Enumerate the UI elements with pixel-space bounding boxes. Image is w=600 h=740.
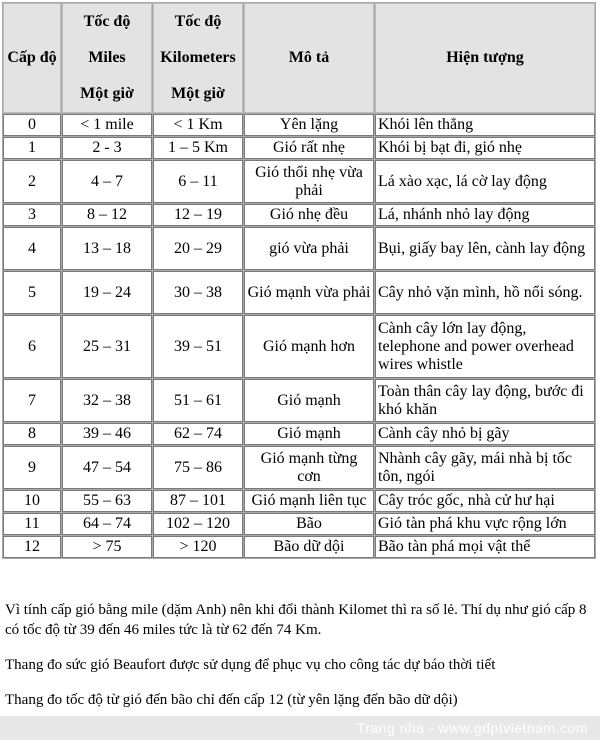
header-miles-line2: Miles xyxy=(88,49,126,66)
beaufort-table xyxy=(2,2,596,559)
cell-miles: 64 – 74 xyxy=(62,513,152,535)
table-row xyxy=(3,513,595,535)
cell-level: 3 xyxy=(3,204,61,226)
table-row xyxy=(3,379,595,422)
cell-phenomenon: Bụi, giấy bay lên, cành lay động xyxy=(375,227,595,270)
table-row xyxy=(3,536,595,558)
header-phenomenon: Hiện tượng xyxy=(375,3,595,113)
cell-km: 75 – 86 xyxy=(153,446,243,489)
cell-description: gió vừa phải xyxy=(244,227,374,270)
cell-miles: 8 – 12 xyxy=(62,204,152,226)
cell-description: Gió mạnh xyxy=(244,423,374,445)
cell-miles: > 75 xyxy=(62,536,152,558)
header-km-line2: Kilometers xyxy=(160,49,236,66)
watermark: Trang nha - www.gdptvietnam.com xyxy=(356,720,588,736)
cell-phenomenon: Cành cây nhỏ bị gãy xyxy=(375,423,595,445)
cell-km: 39 – 51 xyxy=(153,315,243,378)
note-beaufort-usage: Thang đo sức gió Beaufort được sử dụng để phục vụ cho công tác dự báo thời tiết xyxy=(5,657,496,673)
cell-km: 6 – 11 xyxy=(153,160,243,203)
cell-level: 11 xyxy=(3,513,61,535)
cell-description: Gió mạnh liên tục xyxy=(244,490,374,512)
header-miles-line1: Tốc độ xyxy=(83,13,131,30)
cell-level: 9 xyxy=(3,446,61,489)
cell-phenomenon: Nhành cây gãy, mái nhà bị tốc tôn, ngói xyxy=(375,446,595,489)
note-scale-range: Thang đo tốc độ từ gió đến bão chỉ đến cấp 12 (từ yên lặng đến bão dữ dội) xyxy=(5,692,458,708)
cell-description: Yên lặng xyxy=(244,114,374,136)
cell-level: 6 xyxy=(3,315,61,378)
cell-level: 5 xyxy=(3,271,61,314)
cell-phenomenon: Lá, nhánh nhỏ lay động xyxy=(375,204,595,226)
table-row xyxy=(3,114,595,136)
cell-description: Gió thổi nhẹ vừa phải xyxy=(244,160,374,203)
header-km-line1: Tốc độ xyxy=(174,13,222,30)
cell-miles: 55 – 63 xyxy=(62,490,152,512)
cell-miles: 13 – 18 xyxy=(62,227,152,270)
cell-level: 7 xyxy=(3,379,61,422)
cell-phenomenon: Bão tàn phá mọi vật thể xyxy=(375,536,595,558)
note-conversion: Vì tính cấp gió bằng mile (dặm Anh) nên khi đổi thành Kilomet thì ra số lẻ. Thí dụ như gió cấp 8 có tốc độ từ 39 đến 46 miles tức là từ 62 đến 74 Km. xyxy=(5,602,587,638)
cell-level: 8 xyxy=(3,423,61,445)
cell-level: 0 xyxy=(3,114,61,136)
cell-km: 62 – 74 xyxy=(153,423,243,445)
cell-description: Bão dữ dội xyxy=(244,536,374,558)
cell-description: Gió mạnh hơn xyxy=(244,315,374,378)
cell-km: 20 – 29 xyxy=(153,227,243,270)
cell-miles: 47 – 54 xyxy=(62,446,152,489)
cell-km: 12 – 19 xyxy=(153,204,243,226)
cell-km: < 1 Km xyxy=(153,114,243,136)
cell-description: Bão xyxy=(244,513,374,535)
header-miles-line3: Một giờ xyxy=(80,85,134,102)
cell-phenomenon: Toàn thân cây lay động, bước đi khó khăn xyxy=(375,379,595,422)
cell-level: 2 xyxy=(3,160,61,203)
cell-miles: < 1 mile xyxy=(62,114,152,136)
cell-km: 102 – 120 xyxy=(153,513,243,535)
cell-miles: 2 - 3 xyxy=(62,137,152,159)
cell-phenomenon: Khói lên thẳng xyxy=(375,114,595,136)
cell-miles: 19 – 24 xyxy=(62,271,152,314)
cell-miles: 39 – 46 xyxy=(62,423,152,445)
table-row xyxy=(3,204,595,226)
cell-description: Gió mạnh xyxy=(244,379,374,422)
cell-km: 51 – 61 xyxy=(153,379,243,422)
cell-level: 1 xyxy=(3,137,61,159)
cell-level: 10 xyxy=(3,490,61,512)
table-row xyxy=(3,137,595,159)
cell-phenomenon: Cành cây lớn lay động, telephone and power overhead wires whistle xyxy=(375,315,595,378)
cell-miles: 25 – 31 xyxy=(62,315,152,378)
cell-km: 87 – 101 xyxy=(153,490,243,512)
table-row xyxy=(3,227,595,270)
header-description: Mô tả xyxy=(244,3,374,113)
header-level: Cấp độ xyxy=(3,3,61,113)
cell-phenomenon: Gió tàn phá khu vực rộng lớn xyxy=(375,513,595,535)
header-miles xyxy=(62,3,152,113)
cell-description: Gió mạnh vừa phải xyxy=(244,271,374,314)
cell-km: > 120 xyxy=(153,536,243,558)
cell-phenomenon: Cây tróc gốc, nhà cử hư hại xyxy=(375,490,595,512)
cell-phenomenon: Cây nhỏ vặn mình, hồ nổi sóng. xyxy=(375,271,595,314)
cell-phenomenon: Lá xào xạc, lá cờ lay động xyxy=(375,160,595,203)
cell-level: 4 xyxy=(3,227,61,270)
header-km-line3: Một giờ xyxy=(171,85,225,102)
cell-description: Gió nhẹ đều xyxy=(244,204,374,226)
cell-km: 1 – 5 Km xyxy=(153,137,243,159)
table-row xyxy=(3,160,595,203)
table-row xyxy=(3,490,595,512)
cell-description: Gió mạnh từng cơn xyxy=(244,446,374,489)
table-row xyxy=(3,423,595,445)
cell-miles: 4 – 7 xyxy=(62,160,152,203)
cell-phenomenon: Khói bị bạt đi, gió nhẹ xyxy=(375,137,595,159)
table-row xyxy=(3,446,595,489)
table-row xyxy=(3,271,595,314)
cell-miles: 32 – 38 xyxy=(62,379,152,422)
table-header-row xyxy=(3,3,595,113)
table-row xyxy=(3,315,595,378)
cell-km: 30 – 38 xyxy=(153,271,243,314)
footer-bar xyxy=(0,716,600,740)
header-km xyxy=(153,3,243,113)
cell-description: Gió rất nhẹ xyxy=(244,137,374,159)
cell-level: 12 xyxy=(3,536,61,558)
